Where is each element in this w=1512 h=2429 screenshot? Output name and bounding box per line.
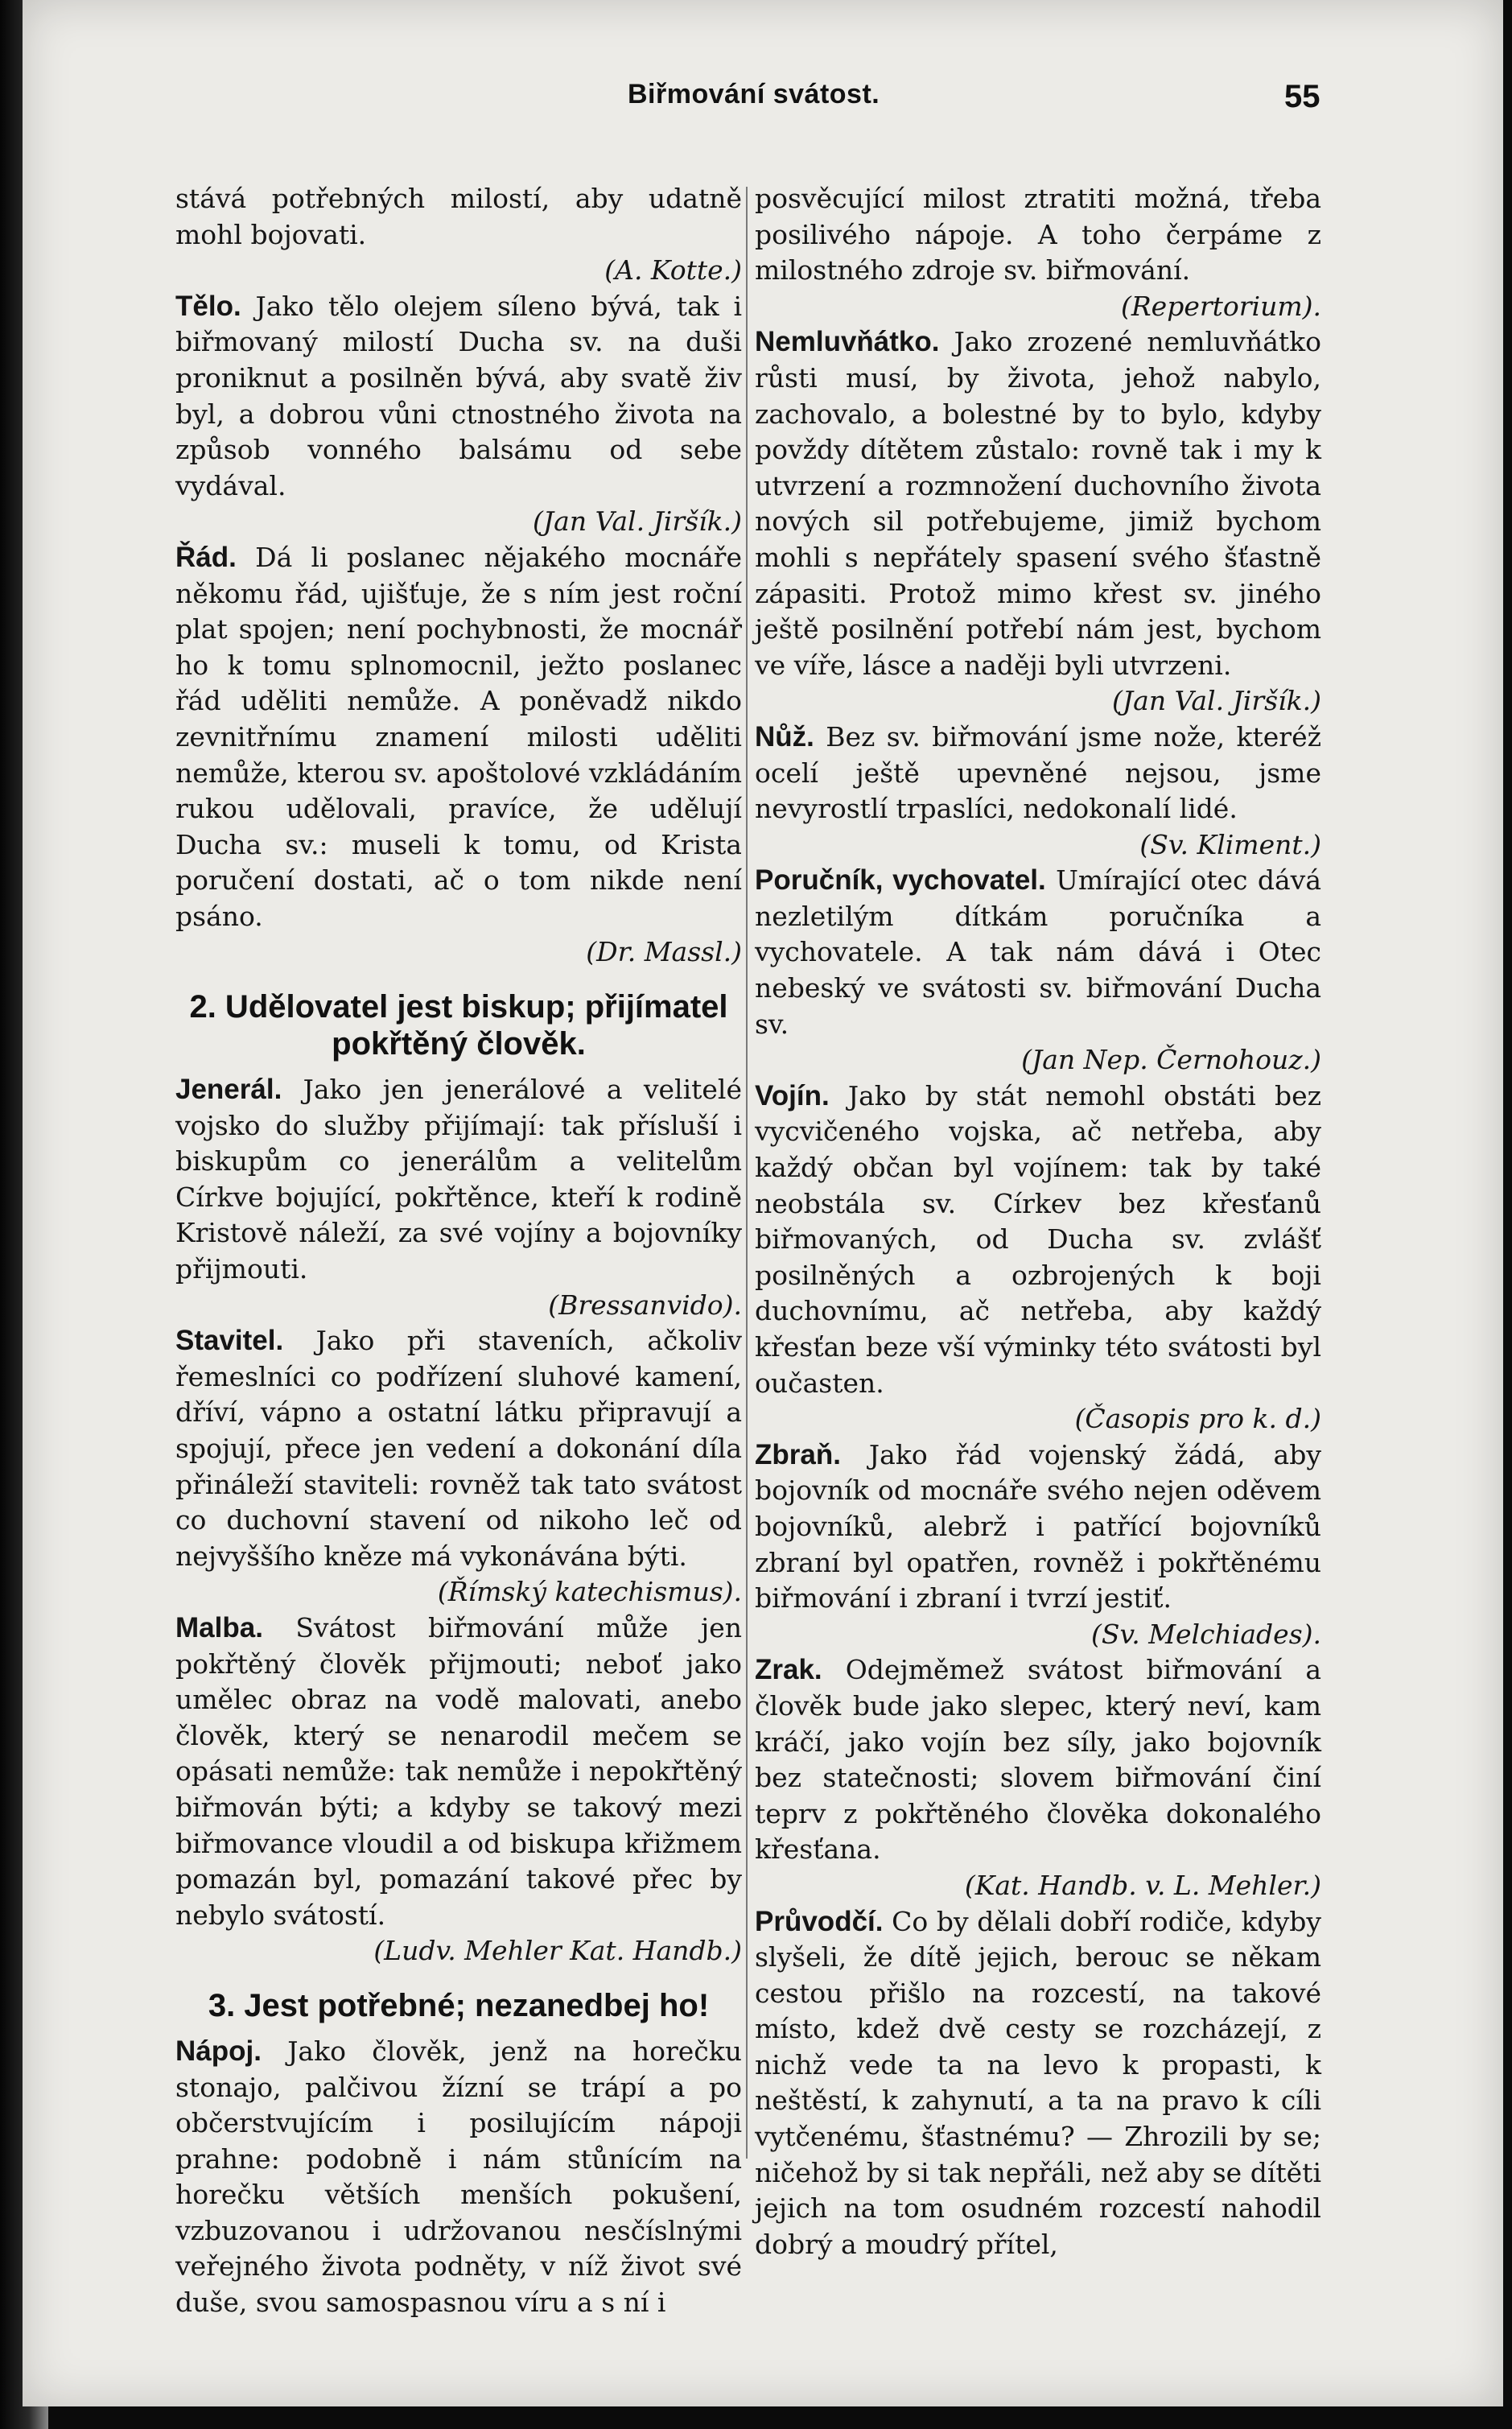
running-title: Biřmování svátost. <box>628 79 880 109</box>
entry-malba <box>175 1610 742 1933</box>
source-citation: (Jan Nep. Černohouz.) <box>1021 1044 1321 1076</box>
entry-text: Jako člověk, jenž na horečku stonajo, palčivou žízní se trápí a po občerstvujícím i posilujícím nápoji prahne: podobně i nám stůnícím na horečku větších menších pokušení, vzbuzovanou i udržovanou nesčíslnými veřejného života podněty, v níž život své duše, svou samospasnou víru a s ní i <box>175 2035 742 2319</box>
entry-zrak <box>755 1652 1321 1868</box>
right-column <box>755 181 1321 2262</box>
entry-zbran <box>755 1437 1321 1617</box>
entry-keyword: Průvodčí. <box>755 1905 884 1937</box>
page-number: 55 <box>1284 79 1320 114</box>
entry-text: Jako tělo olejem síleno bývá, tak i biřmovaný milostí Ducha sv. na duši proniknut a posilněn bývá, aby svatě živ byl, a dobrou vůni ctnostného života na způsob vonného balsámu od sebe vydával. <box>175 290 742 501</box>
source-citation: (A. Kotte.) <box>604 254 742 287</box>
entry-keyword: Nůž. <box>755 720 814 753</box>
left-column <box>175 181 742 2321</box>
source-citation: (Sv. Kliment.) <box>1139 828 1321 860</box>
section-heading-3: 3. Jest potřebné; nezanedbej ho! <box>208 1987 710 2023</box>
entry-text: Jako řád vojenský žádá, aby bojovník od mocnáře svého nejen oděvem bojovníků, alebrž i patřící bojovníků zbraní byl opatřen, rovněž i pokřtěnému biřmování i zbraní i tvrzí jestiť. <box>755 1438 1321 1615</box>
entry-keyword: Tělo. <box>175 290 241 322</box>
entry-stavitel <box>175 1323 742 1574</box>
source-citation: (Kat. Handb. v. L. Mehler.) <box>964 1869 1321 1901</box>
entry-text: Umírající otec dává nezletilým dítkám poručníka a vychovatele. A tak nám dává i Otec nebeský ve svátosti sv. biřmování Ducha sv. <box>755 864 1321 1040</box>
page-header <box>0 79 1512 135</box>
entry-text: Jako by stát nemohl obstáti bez vycvičeného vojska, ač netřeba, aby každý občan byl vojínem: tak by také neobstála sv. Církev bez křesťanů biřmovaných, od Ducha sv. zvlášť posilněných a ozbrojených k boji duchovnímu, ač netřeba, aby každý křesťan beze vší výminky této svátosti byl oučasten. <box>755 1079 1321 1399</box>
source-citation: (Římský katechismus). <box>437 1576 742 1608</box>
entry-keyword: Malba. <box>175 1611 263 1643</box>
source-citation: (Dr. Massl.) <box>586 936 742 968</box>
source-citation: (Repertorium). <box>1120 290 1321 322</box>
entry-keyword: Zrak. <box>755 1654 822 1686</box>
paragraph-continuation: posvěcující milost ztratiti možná, třeba posilivého nápoje. A toho čerpáme z milostného zdroje sv. biřmování. <box>755 183 1321 287</box>
entry-rad <box>175 540 742 935</box>
entry-text: Jako zrozené nemluvňátko růsti musí, by života, jehož nabylo, zachovalo, a bolestné by to bylo, kdyby povždy dítětem zůstalo: rovně tak i my k utvrzení a rozmnožení duchovního života nových sil potřebujeme, jimiž bychom mohli s nepřátely spasení svého šťastně zápasiti. Protož mimo křest sv. jiného ještě posilnění potřebí nám jest, bychom ve víře, lásce a naději byli utvrzeni. <box>755 326 1321 681</box>
source-citation: (Ludv. Mehler Kat. Handb.) <box>373 1935 742 1967</box>
entry-keyword: Jenerál. <box>175 1074 282 1106</box>
entry-keyword: Stavitel. <box>175 1325 284 1357</box>
entry-keyword: Zbraň. <box>755 1438 841 1470</box>
entry-keyword: Vojín. <box>755 1079 830 1111</box>
entry-pruvodci <box>755 1904 1321 2263</box>
entry-text: Jako jen jenerálové a velitelé vojsko do služby přijímají: tak přísluší i biskupům co jenerálům a velitelům Církve bojující, pokřtěnce, kteří k rodině Kristově náleží, za své vojíny a bojovníky přijmouti. <box>175 1074 742 1285</box>
entry-telo <box>175 289 742 505</box>
source-citation: (Bressanvido). <box>548 1289 742 1321</box>
section-heading-2: 2. Udělovatel jest biskup; přijímatel pokřtěný člověk. <box>189 989 728 1062</box>
source-citation: (Časopis pro k. d.) <box>1074 1403 1321 1435</box>
entry-vojin <box>755 1078 1321 1401</box>
entry-keyword: Nemluvňátko. <box>755 326 940 358</box>
entry-text: Odejměmež svátost biřmování a člověk bude jako slepec, který neví, kam kráčí, jako vojín bez síly, jako bojovník bez statečnosti; slovem biřmování činí teprv z pokřtěného člověka dokonalého křesťana. <box>755 1654 1321 1866</box>
entry-keyword: Nápoj. <box>175 2035 262 2067</box>
entry-nuz <box>755 720 1321 827</box>
source-citation: (Jan Val. Jiršík.) <box>533 505 742 538</box>
source-citation: (Jan Val. Jiršík.) <box>1112 685 1321 717</box>
entry-nemluvnatko <box>755 324 1321 683</box>
source-citation: (Sv. Melchiades). <box>1091 1618 1321 1650</box>
entry-text: Bez sv. biřmování jsme nože, kteréž ocelí ještě upevněné nejsou, jsme nevyrostlí trpaslíci, nedokonalí lidé. <box>755 720 1321 825</box>
entry-text: Dá li poslanec nějakého mocnáře někomu řád, ujišťuje, že s ním jest roční plat spojen; není pochybnosti, že mocnář ho k tomu splnomocnil, ježto poslanec řád uděliti nemůže. A poněvadž nikdo zevnitřnímu znamení milosti uděliti nemůže, kterou sv. apoštolové vzkládáním rukou udělovali, pravíce, že udělují Ducha sv.: museli k tomu, od Krista poručení dostati, ač o tom nikde není psáno. <box>175 541 743 932</box>
entry-jeneral <box>175 1072 742 1288</box>
entry-porucnik <box>755 863 1321 1042</box>
entry-text: Jako při staveních, ačkoliv řemeslníci co podřízení sluhové kamení, dříví, vápno a ostatní látku připravují a spojují, přece jen vedení a dokonání díla přináleží staviteli: rovněž tak tato svátost co duchovní stavení od nikoho leč od nejvyššího kněze má vykonávána býti. <box>175 1325 742 1572</box>
entry-text: Svátost biřmování může jen pokřtěný člověk přijmouti; neboť jako umělec obraz na vodě malovati, anebo člověk, který se nenarodil mečem se opásati nemůže: tak nemůže i nepokřtěný biřmován býti; a kdyby se takový mezi biřmovance vloudil a od biskupa křižmem pomazán byl, pomazání takové přec by nebylo svátostí. <box>175 1611 742 1931</box>
entry-napoj <box>175 2034 742 2321</box>
entry-text: Co by dělali dobří rodiče, kdyby slyšeli, že dítě jejich, berouc se někam cestou přišlo na rozcestí, na takové místo, kdež dvě cesty se rozcházejí, z nichž vede ta na levo k propasti, k neštěstí, k zahynutí, a ta na pravo k cíli vytčenému, šťastnému? — Zhrozili by se; ničehož by si tak nepřáli, než aby se dítěti jejich na tom osudném rozcestí nahodil dobrý a moudrý přítel, <box>755 1905 1321 2260</box>
paragraph-continuation: stává potřebných milostí, aby udatně mohl bojovati. <box>175 183 742 250</box>
entry-keyword: Řád. <box>175 541 237 573</box>
column-divider <box>746 187 748 2159</box>
entry-keyword: Poručník, vychovatel. <box>755 864 1046 897</box>
